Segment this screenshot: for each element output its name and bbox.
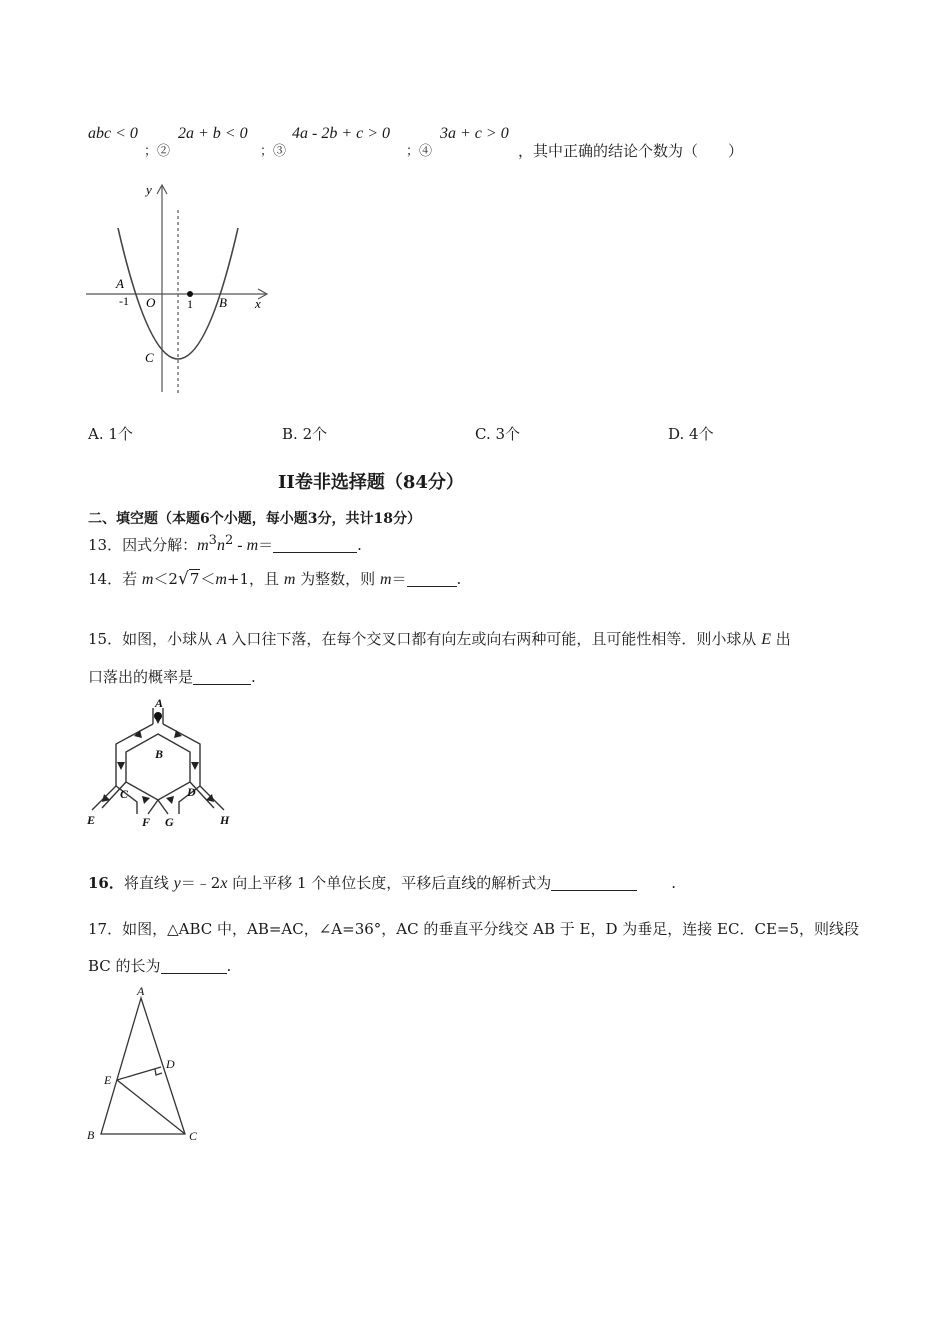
label-A: A	[116, 276, 124, 291]
q13-m: m	[197, 537, 209, 554]
option-d-letter: D.	[668, 425, 685, 443]
label-C: C	[145, 350, 154, 365]
q16-eq: ＝﹣2	[180, 874, 221, 892]
q16-number: 16．	[88, 874, 124, 892]
q16-end: .	[671, 874, 677, 892]
option-d-text: 4个	[689, 425, 714, 443]
option-c[interactable]	[475, 423, 520, 444]
option-b[interactable]	[282, 423, 327, 444]
q14-radicand: 7	[189, 570, 200, 588]
conclusion-4: 3a + c > 0	[440, 125, 509, 142]
fig15-label-E: E	[87, 813, 96, 827]
q17-end: .	[226, 957, 232, 975]
segment-ec	[117, 1080, 185, 1134]
q16-x: x	[220, 875, 228, 892]
fig15-label-G: G	[165, 815, 174, 829]
q14-m1: m	[141, 571, 154, 588]
label-B: B	[219, 295, 227, 310]
q13-equals: ＝	[258, 536, 274, 554]
q14-end: .	[456, 570, 462, 588]
option-d[interactable]	[668, 423, 714, 444]
q14-m2: m	[215, 571, 227, 588]
q13-label: 因式分解：	[122, 536, 198, 554]
q16-text-a: 将直线	[123, 874, 174, 892]
arrow-down-icon	[166, 796, 174, 804]
fig15-label-F: F	[142, 815, 151, 829]
part-2-title: II卷非选择题（84分）	[278, 472, 464, 493]
fig15-label-D: D	[187, 785, 196, 799]
conclusion-2: 2a + b < 0	[178, 125, 248, 142]
question-12-stem-tail: ，其中正确的结论个数为（ ）	[518, 142, 744, 160]
parabola-graph	[80, 180, 280, 400]
x-label: x	[255, 296, 261, 311]
question-15-line-1	[88, 628, 791, 649]
q16-answer-blank[interactable]	[551, 874, 637, 891]
q14-lt2: ＜	[200, 570, 216, 588]
q13-exp2: 2	[224, 533, 234, 548]
triangle-figure	[82, 984, 212, 1146]
arrow-down-icon	[191, 762, 199, 770]
q14-integer: 为整数，则	[295, 570, 380, 588]
fig17-label-A: A	[137, 984, 145, 998]
q15-answer-blank[interactable]	[193, 668, 251, 685]
separator-4: ；④	[406, 144, 433, 159]
arrow-down-icon	[142, 796, 150, 804]
q15-A: A	[216, 631, 227, 648]
option-c-letter: C.	[475, 425, 491, 443]
option-b-text: 2个	[302, 425, 328, 443]
q17-line-2-text: BC 的长为	[88, 957, 161, 975]
question-15-line-2	[88, 666, 256, 687]
fig15-label-H: H	[220, 813, 230, 827]
q13-exp3: 3	[208, 533, 217, 548]
fig17-label-B: B	[87, 1128, 95, 1142]
question-17-line-1: 17．如图，△ABC 中，AB=AC，∠A=36°，AC 的垂直平分线交 AB 于 E，D 为垂足，连接 EC．CE=5，则线段	[88, 920, 860, 938]
q13-number: 13．	[88, 536, 123, 554]
fig15-label-C: C	[120, 787, 129, 801]
separator-3: ；③	[260, 144, 287, 159]
sqrt-sign-icon: √	[177, 569, 189, 589]
q14-plus1: +1，且	[226, 570, 284, 588]
conclusion-3: 4a - 2b + c > 0	[292, 125, 391, 142]
arrow-down-icon	[117, 762, 125, 770]
q13-minus-m: - m	[233, 537, 259, 554]
q17-answer-blank[interactable]	[161, 957, 227, 974]
q16-y: y	[173, 875, 181, 892]
fig17-label-D: D	[166, 1057, 175, 1071]
option-c-text: 3个	[495, 425, 521, 443]
option-a-text: 1个	[108, 425, 133, 443]
q14-equals: ＝	[391, 570, 407, 588]
q13-n: n	[216, 537, 225, 554]
option-a[interactable]	[88, 423, 133, 444]
option-b-letter: B.	[282, 425, 298, 443]
label-neg1: -1	[119, 294, 129, 308]
q15-text-b: 入口往下落，在每个交叉口都有向左或向右两种可能，且可能性相等．则小球从	[226, 630, 762, 648]
fig17-label-C: C	[189, 1129, 198, 1143]
question-17-line-2	[88, 955, 231, 976]
q14-m3: m	[283, 571, 296, 588]
section-2-heading: 二、填空题（本题6个小题，每小题3分，共计18分）	[88, 511, 421, 527]
fig15-label-A: A	[155, 696, 164, 710]
label-O: O	[146, 295, 156, 310]
q15-line-2-text: 口落出的概率是	[88, 668, 194, 686]
q15-end: .	[251, 668, 256, 686]
question-16	[88, 872, 676, 893]
question-14	[88, 568, 461, 589]
y-label: y	[146, 182, 152, 197]
fig17-label-E: E	[104, 1073, 112, 1087]
q13-answer-blank[interactable]	[273, 536, 357, 553]
q15-text-c: 出	[770, 630, 791, 648]
fig15-label-B: B	[155, 747, 164, 761]
segment-ed	[117, 1067, 161, 1080]
question-13	[88, 533, 362, 555]
ball-icon	[154, 712, 162, 720]
q15-E: E	[761, 631, 771, 648]
q15-text-a: 15．如图，小球从	[88, 630, 217, 648]
option-a-letter: A.	[88, 425, 104, 443]
q14-answer-blank[interactable]	[407, 570, 457, 587]
label-one: 1	[187, 297, 193, 311]
q16-text-b: 向上平移 1 个单位长度，平移后直线的解析式为	[227, 874, 552, 892]
conclusion-1: abc < 0	[88, 125, 138, 142]
q14-lt1: ＜2	[153, 570, 178, 588]
q14-m4: m	[379, 571, 392, 588]
right-angle-mark-icon	[155, 1069, 162, 1075]
separator-2: ；②	[144, 144, 171, 159]
hexagon-channel-figure	[82, 696, 242, 830]
q14-number: 14．若	[88, 570, 142, 588]
q13-end: .	[357, 536, 362, 554]
